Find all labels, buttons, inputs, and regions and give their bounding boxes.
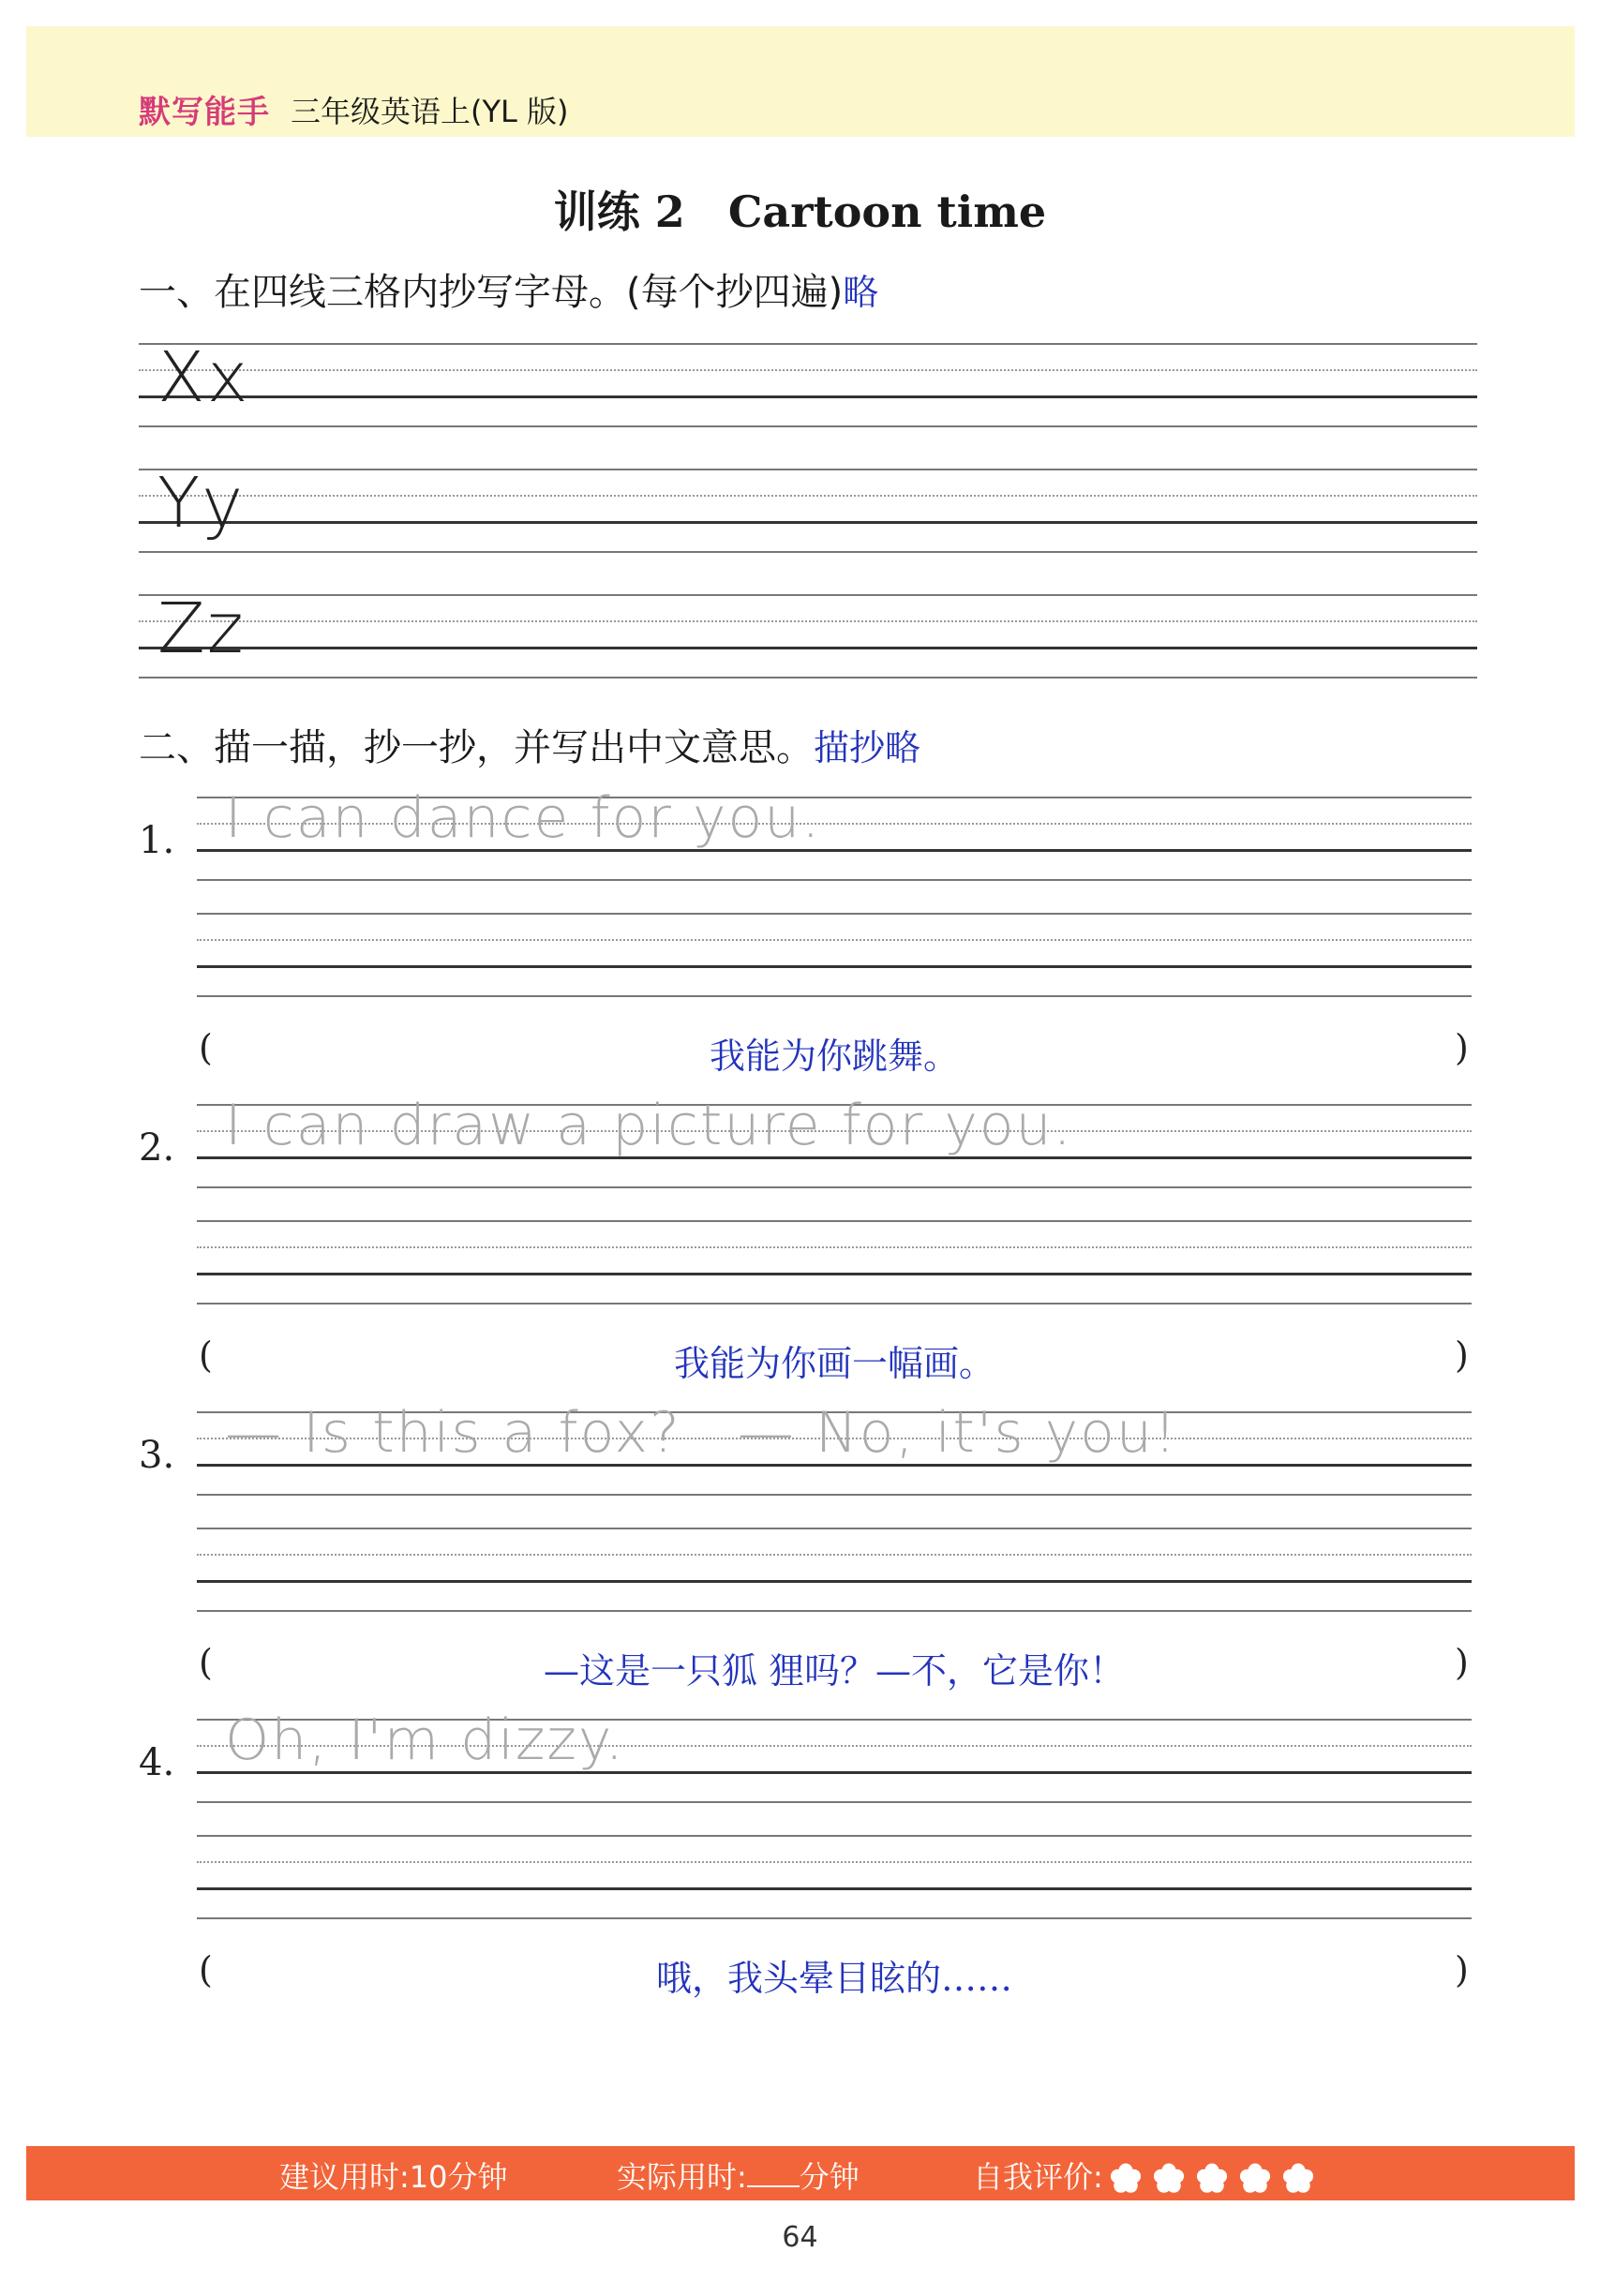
flower-star-icon[interactable] [1238,2162,1272,2196]
item-1-paren-open: ( [199,1027,213,1068]
self-evaluation [973,2154,1324,2197]
item-3-writing-lines [197,1400,1472,1614]
actual-time [617,2154,860,2197]
question-1-heading [139,262,878,316]
letter-sample-z: Zz [157,589,246,669]
section-title: 训练 2 Cartoon time [553,186,1047,237]
self-eval-label: 自我评价: [973,2159,1103,2195]
item-3-translation: —这是一只狐 狸吗？—不，它是你！ [543,1650,1126,1692]
item-1-number: 1. [139,819,175,862]
question-1-answer: 略 [843,272,879,313]
item-3-trace-question: — Is this a fox? [225,1400,681,1466]
item-2-writing-lines [197,1093,1472,1306]
item-1-trace-text: I can dance for you. [225,785,822,851]
item-4-writing-lines [197,1707,1472,1921]
item-3-number: 3. [139,1434,175,1477]
item-3-paren-open: ( [199,1642,213,1683]
actual-time-unit: 分钟 [799,2159,860,2195]
question-2-answer: 描抄略 [814,727,921,768]
item-1-writing-lines [197,785,1472,999]
item-4-paren-close: ) [1455,1949,1469,1990]
book-title: 三年级英语上(YL 版) [291,94,569,129]
item-3-trace-text [225,1400,1178,1466]
letter-sample-y: Yy [157,463,245,544]
flower-star-icon[interactable] [1152,2162,1186,2196]
item-3-paren-close: ) [1455,1642,1469,1683]
flower-star-icon[interactable] [1195,2162,1229,2196]
item-2-trace-text: I can draw a picture for you. [225,1093,1073,1158]
self-eval-stars [1109,2159,1324,2196]
item-4-number: 4. [139,1741,175,1784]
actual-time-label: 实际用时: [617,2159,747,2195]
item-1-paren-close: ) [1455,1027,1469,1068]
letter-lines-z [139,589,1477,682]
item-4-translation: 哦，我头晕目眩的…… [655,1958,1012,1999]
flower-star-icon[interactable] [1109,2162,1143,2196]
item-2-translation: 我能为你画一幅画。 [673,1343,994,1384]
question-2-heading [139,718,920,771]
page-number: 64 [782,2221,818,2254]
item-1-translation: 我能为你跳舞。 [709,1036,959,1077]
item-2-paren-close: ) [1455,1334,1469,1376]
item-2-number: 2. [139,1126,175,1170]
flower-star-icon[interactable] [1281,2162,1315,2196]
question-1-text: 一、在四线三格内抄写字母。(每个抄四遍) [139,271,844,314]
suggested-time: 建议用时:10分钟 [279,2159,508,2195]
question-2-text: 二、描一描，抄一抄，并写出中文意思。 [139,726,814,769]
series-name: 默写能手 [139,94,270,131]
item-2-paren-open: ( [199,1334,213,1376]
letter-lines-y [139,463,1477,557]
letter-sample-x: Xx [157,337,250,418]
actual-time-blank [747,2159,800,2187]
item-4-trace-text: Oh, I'm dizzy. [225,1707,625,1773]
item-4-paren-open: ( [199,1949,213,1990]
footer-band [26,2146,1575,2200]
item-3-trace-answer: — No, it's you! [737,1400,1178,1466]
letter-lines-x [139,337,1477,431]
